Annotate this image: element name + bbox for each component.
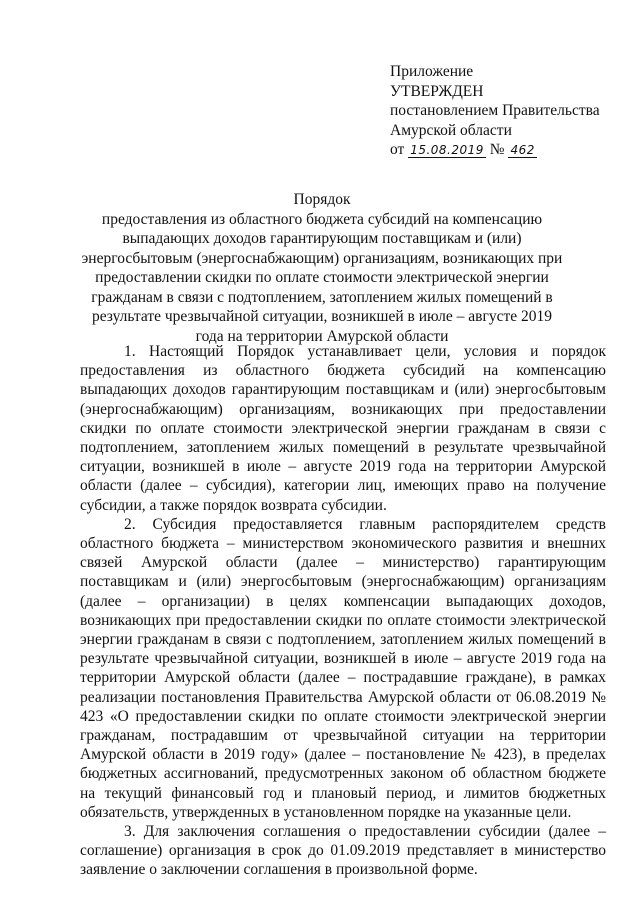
appendix-label: Приложение (390, 63, 474, 80)
region-label: Амурской области (390, 121, 512, 139)
title-heading: Порядок (293, 191, 351, 208)
number-prefix: № (489, 141, 505, 158)
paragraph-3: 3. Для заключения соглашения о предоставлении субсидии (далее – соглашение) организация в срок до 01.09.2019 представляет в министерство заявление о заключении соглашения в произвольной форме. (80, 823, 606, 879)
paragraph-1: 1. Настоящий Порядок устанавливает цели, условия и порядок предоставления из областного бюджета субсидий на компенсацию выпадающих доходов гарантирующим поставщикам и (или) энергосбытовым (энергоснабжающим) организациям, возникающих при предоставлении скидки по оплате стоимости электрической энергии гражданам в связи с подтоплением, затоплением жилых помещений в результате чрезвычайной ситуации, возникшей в июле – августе 2019 года на территории Амурской области (далее – субсидия), категории лиц, имеющих право на получение субсидии, а также порядок возврата субсидии. (80, 343, 606, 514)
document-body (80, 342, 606, 880)
handwritten-date: 15.08.2019 (410, 143, 484, 157)
paragraph-2: 2. Субсидия предоставляется главным распорядителем средств областного бюджета – министерством экономического развития и внешних связей Амурской области (далее – министерство) гарантирующим поставщикам и (или) энергосбытовым (энергоснабжающим) организациям (далее – организации) в целях компенсации выпадающих доходов, возникающих при предоставлении скидки по оплате стоимости электрической энергии гражданам в связи с подтоплением, затоплением жилых помещений в результате чрезвычайной ситуации, возникшей в июле – августе 2019 года на территории Амурской области (далее – пострадавшие граждане), в рамках реализации постановления Правительства Амурской области от 06.08.2019 № 423 «О предоставлении скидки по оплате стоимости электрической энергии гражданам, пострадавшим от чрезвычайной ситуации на территории Амурской области в 2019 году» (далее – постановление № 423), в пределах бюджетных ассигнований, предусмотренных законом об областном бюджете на текущий финансовый год и плановый период, и лимитов бюджетных обязательств, утвержденных в установленном порядке на указанные цели. (80, 515, 606, 821)
title-subtitle: предоставления из областного бюджета субсидий на компенсацию выпадающих доходов гарантирующим поставщикам и (или) энергосбытовым (энергоснабжающим) организациям, возникающих при предоставлении скидки по оплате стоимости электрической энергии гражданам в связи с подтоплением, затоплением жилых помещений в результате чрезвычайной ситуации, возникшей в июле – августе 2019 года на территории Амурской области (81, 210, 563, 345)
date-prefix: от (390, 141, 405, 158)
handwritten-number: 462 (510, 143, 535, 157)
document-title (80, 190, 564, 346)
resolution-label: постановлением Правительства (390, 102, 600, 119)
date-number-line (390, 140, 630, 160)
approval-header (390, 62, 630, 160)
approved-label: УТВЕРЖДЕН (390, 82, 484, 100)
